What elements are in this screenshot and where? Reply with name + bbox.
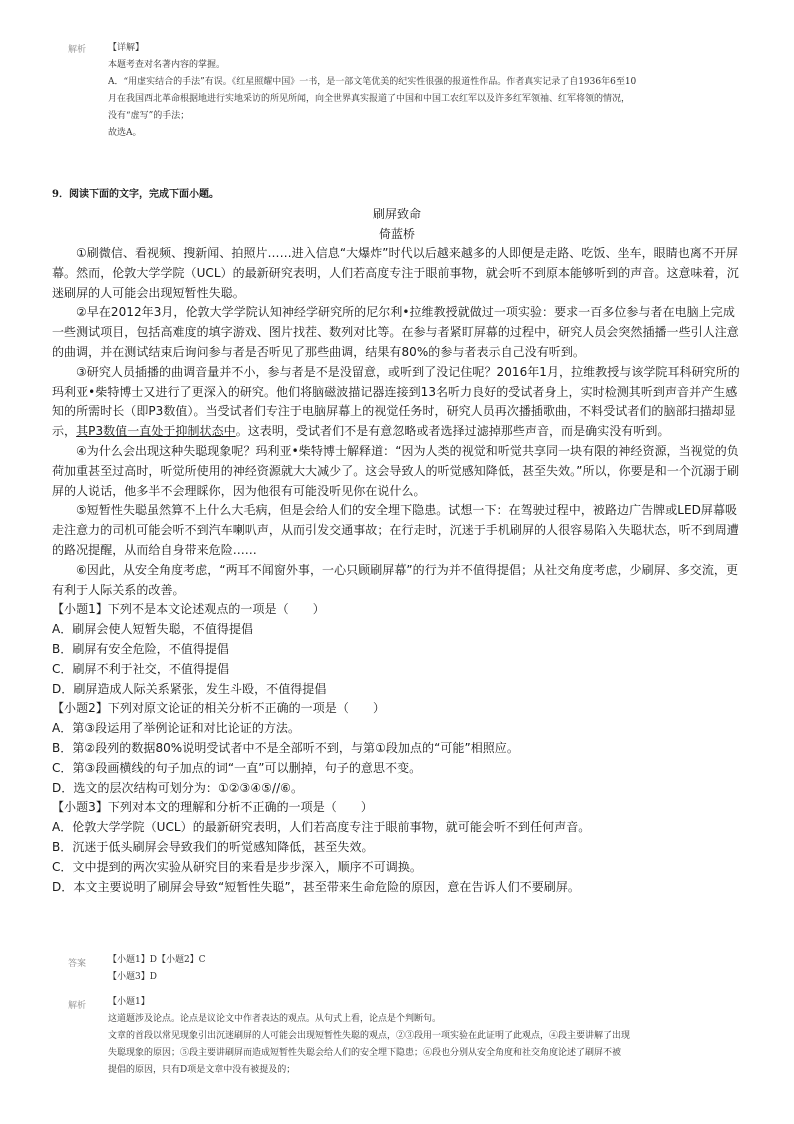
sub-question-3-option: C．文中提到的两次实验从研究目的来看是步步深入，顺序不可调换。: [52, 859, 422, 874]
underlined-sentence: 其P3数值一直处于抑制状态中: [76, 424, 236, 439]
explanation-line: 故选A。: [108, 128, 142, 138]
explanation-line: 【详解】: [108, 43, 145, 53]
article-body: [52, 244, 742, 897]
sub-question-1-stem: 【小题1】下列不是本文论述观点的一项是（ ）: [52, 602, 325, 617]
explanation-line: 月在我国西北革命根据地进行实地采访的所见所闻，向全世界真实报道了中国和中国工农红军以及许多红军领袖、红军将领的情况，: [108, 94, 631, 104]
paragraph-2: ②早在2012年3月，伦敦大学学院认知神经学研究所的尼尔利•拉维教授就做过一项实验：要求一百多位参与者在电脑上完成一些测试项目，包括高难度的填字游戏、图片找茬、数列对比等。在参与者紧盯屏幕的过程中，研究人员会突然插播一些引人注意的曲调，并在测试结束后询问参与者是否听见了那些曲调，结果有80%的参与者表示自己没有听到。: [52, 305, 739, 359]
analysis-text: [108, 994, 748, 1079]
sub-question-1-option: D．刷屏造成人际关系紧张，发生斗殴，不值得提倡: [52, 681, 327, 696]
analysis-line: 提倡的原因，只有D项是文章中没有被提及的；: [108, 1065, 296, 1075]
explanation-text: [108, 40, 728, 142]
sub-question-1-option: C．刷屏不利于社交，不值得提倡: [52, 661, 230, 676]
sub-question-2-option: A．第③段运用了举例论证和对比论证的方法。: [52, 721, 301, 736]
sub-question-2-option: C．第③段画横线的句子加点的词“一直”可以删掉，句子的意思不变。: [52, 760, 422, 775]
explanation-line: 本题考查对名著内容的掌握。: [108, 60, 226, 70]
analysis-line: 文章的首段以常见现象引出沉迷刷屏的人可能会出现短暂性失聪的观点，②③段用一项实验在此证明了此观点，④段主要讲解了出现: [108, 1031, 631, 1041]
analysis-line: 【小题1】: [108, 997, 150, 1007]
analysis-tag: 解析: [68, 1001, 87, 1011]
question-9: [52, 186, 742, 897]
sub-question-3-option: B．沉迷于低头刷屏会导致我们的听觉感知降低，甚至失效。: [52, 839, 374, 854]
explanation-line: A．“用虚实结合的手法”有误。《红星照耀中国》一书，是一部文笔优美的纪实性很强的报道性作品。作者真实记录了自1936年6至10: [108, 77, 637, 87]
explanation-block: [68, 40, 728, 150]
sub-question-3-option: A．伦敦大学学院（UCL）的最新研究表明，人们若高度专注于眼前事物，就可能会听不到任何声音。: [52, 820, 591, 835]
paragraph-3: [52, 363, 742, 442]
sub-question-2-option: D．选文的层次结构可划分为：①②③④⑤//⑥。: [52, 780, 304, 795]
analysis-line: 失聪现象的原因；⑤段主要讲刷屏而造成短暂性失聪会给人们的安全埋下隐患；⑥段也分别从安全角度和社交角度论述了刷屏不被: [108, 1048, 622, 1058]
question-heading: 9．阅读下面的文字，完成下面小题。: [52, 189, 219, 200]
sub-question-2-stem: 【小题2】下列对原文论证的相关分析不正确的一项是（ ）: [52, 701, 386, 716]
article-author: 倚蓝桥: [378, 227, 415, 241]
answer-line: 【小题1】D【小题2】C: [108, 955, 206, 965]
explanation-tag: 解析: [68, 45, 87, 55]
sub-question-3-stem: 【小题3】下列对本文的理解和分析不正确的一项是（ ）: [52, 800, 373, 815]
sub-question-1-option: A．刷屏会使人短暂失聪，不值得提倡: [52, 622, 254, 637]
paragraph-1: ①刷微信、看视频、搜新闻、拍照片……进入信息“大爆炸”时代以后越来越多的人即便是走路、吃饭、坐车，眼睛也离不开屏幕。然而，伦敦大学学院（UCL）的最新研究表明，人们若高度专注于眼前事物，就会听不到原本能够听到的声音。这意味着，沉迷刷屏的人可能会出现短暂性失聪。: [52, 246, 739, 300]
answer-tag: 答案: [68, 959, 87, 969]
analysis-line: 这道题涉及论点。论点是议论文中作者表达的观点。从句式上看，论点是个判断句。: [108, 1014, 442, 1024]
answer-line: 【小题3】D: [108, 972, 157, 982]
sub-question-1-option: B．刷屏有安全危险，不值得提倡: [52, 641, 229, 656]
paragraph-4: ④为什么会出现这种失聪现象呢？玛利亚•柴特博士解释道：“因为人类的视觉和听觉共享同一块有限的神经资源，当视觉的负荷加重甚至过高时，听觉所使用的神经资源就大大减少了。这会导致人的听觉感知降低，甚至失效。”所以，你要是和一个沉溺于刷屏的人说话，他多半不会理睬你，因为他很有可能没听见你在说什么。: [52, 443, 740, 498]
sub-question-3-option: D．本文主要说明了刷屏会导致“短暂性失聪”，甚至带来生命危险的原因，意在告诉人们不要刷屏。: [52, 879, 580, 894]
explanation-line: 没有“虚写”的手法；: [108, 111, 190, 121]
paragraph-6: ⑥因此，从安全角度考虑，“两耳不闻窗外事，一心只顾刷屏幕”的行为并不值得提倡；从社交角度考虑，少刷屏、多交流，更有利于人际关系的改善。: [52, 562, 738, 597]
sub-question-2-option: B．第②段列的数据80%说明受试者中不是全部听不到，与第①段加点的“可能”相照应。: [52, 740, 519, 755]
paragraph-5: ⑤短暂性失聪虽然算不上什么大毛病，但是会给人们的安全埋下隐患。试想一下：在驾驶过程中，被路边广告牌或LED屏幕吸走注意力的司机可能会听不到汽车喇叭声，从而引发交通事故；在行走时，沉迷于手机刷屏的人很容易陷入失聪状态，听不到周遭的路况提醒，从而给自身带来危险……: [52, 503, 739, 557]
answer-text: [108, 952, 728, 986]
paragraph-3-part-b: 。这表明，受试者们不是有意忽略或者选择过滤掉那些声音，而是确实没有听到。: [235, 424, 670, 439]
article-title: 刷屏致命: [372, 207, 421, 221]
paragraph-3-part-a: ③研究人员插播的曲调音量并不小，参与者是不是没留意，或听到了没记住呢？2016年1月，拉维教授与该学院耳科研究所的玛利亚•柴特博士又进行了更深入的研究。他们将脑磁波描记器连接到13名听力良好的受试者身上，实时检测其听到声音并产生感知的所需时长（即P3数值）。当受试者们专注于电脑屏幕上的视觉任务时，研究人员再次播插歌曲，不料受试者们的脑部扫描却显示，: [52, 364, 740, 439]
